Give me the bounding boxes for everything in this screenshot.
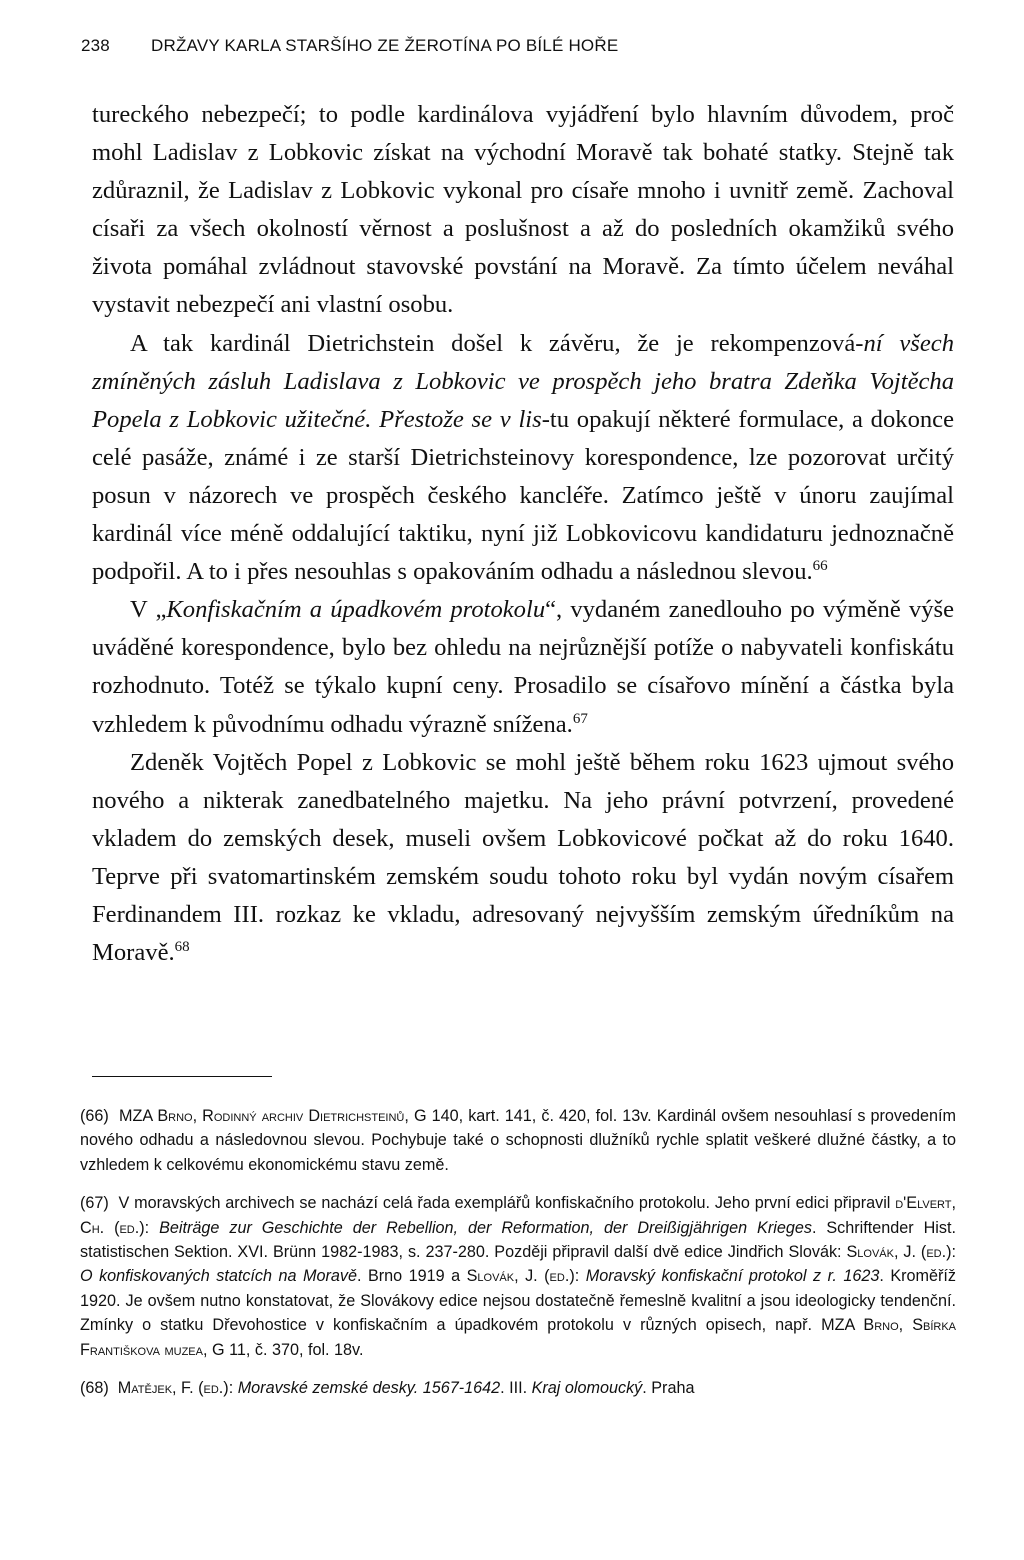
footnote-67-title-1: Beiträge zur Geschichte der Rebellion, der Reformation, der Dreißigjährigen Krieges [159,1218,812,1237]
footnote-66-number: (66) [80,1107,109,1125]
footnote-67-text-e: . Brno 1919 a [356,1267,467,1286]
page-number: 238 [81,36,110,55]
footnote-67-text-a: V moravských archivech se nachází celá řada exemplářů konfiskačního protokolu. Jeho první edici připravil [118,1194,896,1213]
footnote-67-text-h: , G 11, č. 370, fol. 18v. [202,1340,364,1359]
footnote-68-text-b: . III. [500,1379,532,1398]
footnote-67-text-d: : [951,1243,956,1262]
paragraph-1-text: tureckého nebezpečí; to podle kardinálova vyjádření bylo hlavním důvodem, proč mohl Ladislav z Lobkovic získat na východní Moravě tak bohaté statky. Stejně tak zdůraznil, že Ladislav z Lobkovic vykonal pro císaře mnoho i uvnitř země. Zachoval císaři za všech okolností věrnost a poslušnost a až do posledních okamžiků svého života pomáhal zvládnout stavovské povstání na Moravě. Za tímto účelem neváhal vystavit nebezpečí ani vlastní osobu. [92,101,954,319]
paragraph-2-text-c: tu opakují některé formulace, a dokonce celé pasáže, známé i ze starší Dietrichsteinovy korespondence, lze pozorovat určitý posun v názorech ve prospěch českého kancléře. Zatímco ještě v únoru zaujímal kardinál více méně oddalující taktiku, nyní již Lobkovicovu kandidaturu jednoznačně podpořil. A to i přes nesouhlas s opakováním odhadu a následnou slevou. [92,405,954,586]
footnote-66-text-b: , G 140, kart. 141, č. 420, fol. 13v. Kardinál ovšem nesouhlasí s provedením nového odhadu a následovnou slevou. Pochybuje také o schopnosti dlužníků rychle splatit veškeré dlužné částky, a to vzhledem k celkovému ekonomickému stavu země. [80,1107,957,1174]
footnote-67-title-3: Moravský konfiskační protokol z r. 1623 [585,1267,880,1286]
footnote-67-text-b: : [144,1218,160,1237]
footnote-66-archive: Brno, Rodinný archiv Dietrichsteinů [157,1107,405,1125]
footnote-68-title-1: Moravské zemské desky. 1567-1642 [237,1379,501,1398]
footnote-ref-68[interactable]: 68 [174,938,190,955]
paragraph-4 [92,744,954,973]
running-title: DRŽAVY KARLA STARŠÍHO ZE ŽEROTÍNA PO BÍLÉ HOŘE [151,36,619,55]
footnote-66-text-a: MZA [118,1107,158,1125]
footnote-68-text-a: : [228,1379,238,1398]
footnote-ref-67[interactable]: 67 [572,710,588,727]
footnote-ref-66[interactable]: 66 [812,557,828,574]
footnote-67-text-c: . Schriftender Hist. statistischen Sektion. XVI. Brünn 1982-1983, s. 237-280. Později připravil další dvě edice Jindřich Slovák: [80,1218,956,1262]
paragraph-4-text: Zdeněk Vojtěch Popel z Lobkovic se mohl ještě během roku 1623 ujmout svého nového a nikterak zanedbatelného majetku. Na jeho právní potvrzení, provedené vkladem do zemských desek, museli ovšem Lobkovicové počkat až do roku 1640. Teprve při svatomartinském zemském soudu tohoto roku byl vydán novým císařem Ferdinandem III. rozkaz ke vkladu, adresovaný nejvyšším zemským úředníkům na Moravě. [92,748,954,967]
paragraph-2 [92,325,954,592]
paragraph-3 [92,591,954,743]
paragraph-3-text-a: V „ [130,596,167,624]
running-head [81,36,961,56]
footnote-67-author-1: d'Elvert, Ch. (ed.) [80,1194,957,1237]
footnote-67-text-f: : [574,1267,586,1286]
footnote-66 [80,1104,956,1177]
footnote-67-archive: Brno, Sbírka Františkova muzea [80,1316,956,1359]
footnote-67-author-2: Slovák, J. (ed.) [846,1243,952,1262]
body-text [92,96,954,972]
footnote-68-title-2: Kraj olomoucký [531,1379,643,1398]
footnote-67 [80,1191,956,1362]
footnote-68-text-c: . Praha [642,1379,695,1398]
footnote-68 [80,1376,956,1400]
paragraph-3-text-b: “, vydaném zanedlouho po výměně výše uváděné korespondence, bylo bez ohledu na nejrůznější potíže o nabyvateli konfiskátu rozhodnuto. Totéž se týkalo kupní ceny. Prosadilo se císařovo mínění a částka byla vzhledem k původnímu odhadu výrazně snížena. [92,596,954,738]
paragraph-2-italic: ní všech zmíněných zásluh Ladislava z Lobkovic ve prospěch jeho bratra Zdeňka Vojtěcha Popela z Lobkovic užitečné. Přestože se v lis- [92,329,954,433]
paragraph-1 [92,96,954,325]
footnote-68-number: (68) [80,1379,109,1398]
paragraph-2-text-a: A tak kardinál Dietrichstein došel k závěru, že je rekompenzová- [130,329,864,357]
footnote-67-number: (67) [80,1194,109,1213]
footnote-67-text-g: . Kroměříž 1920. Je ovšem nutno konstatovat, že Slovákovy edice nejsou dostatečně řemeslně kvalitní a jsou ideologicky tendenční. Zmínky o statku Dřevohostice v konfiskačním a úpadkovém protokolu v různých opisech, např. MZA [80,1267,957,1335]
footnote-67-title-2: O konfiskovaných statcích na Moravě [80,1267,357,1286]
footnote-separator [92,1076,272,1077]
paragraph-3-italic-title: Konfiskačním a úpadkovém protokolu [166,596,546,624]
footnote-68-author: Matějek, F. (ed.) [117,1379,229,1398]
footnotes [80,1104,956,1414]
footnote-67-author-3: Slovák, J. (ed.) [466,1267,575,1286]
